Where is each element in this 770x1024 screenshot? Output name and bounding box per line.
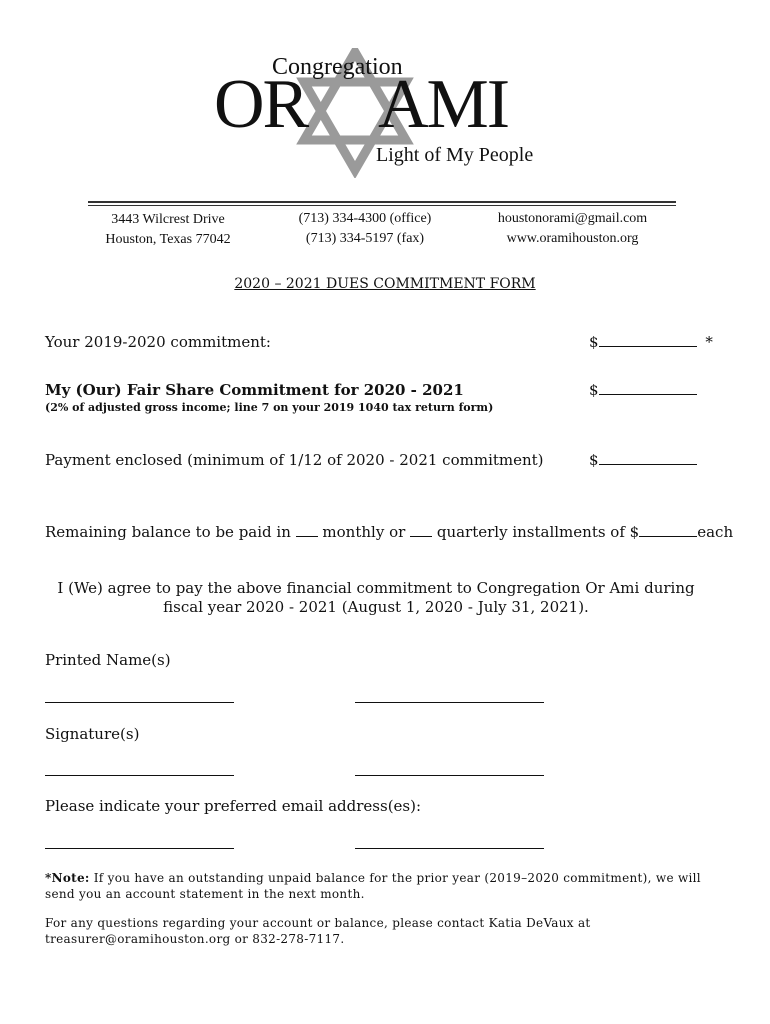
unpaid-balance-note — [45, 870, 717, 902]
header-divider — [88, 201, 676, 203]
phone-column — [280, 209, 450, 249]
prior-commitment-blank[interactable] — [599, 334, 697, 347]
logo-ami-text: AMI — [378, 66, 509, 143]
remaining-balance-line — [45, 523, 733, 541]
city-address: Houston, Texas 77042 — [105, 232, 231, 247]
prior-commitment-field[interactable] — [589, 333, 713, 351]
printed-name-label: Printed Name(s) — [45, 651, 171, 669]
signature-line-2[interactable] — [355, 775, 544, 776]
signature-label: Signature(s) — [45, 725, 140, 743]
remaining-text-1: Remaining balance to be paid in — [45, 523, 291, 541]
remaining-text-3: quarterly installments of $ — [436, 523, 640, 541]
fair-share-blank[interactable] — [599, 382, 697, 395]
email-line-1[interactable] — [45, 848, 234, 849]
dollar-sign: $ — [589, 381, 599, 399]
installment-amount-blank[interactable] — [639, 524, 697, 537]
logo-congregation-text: Congregation — [272, 54, 403, 80]
congregation-logo — [210, 48, 550, 178]
printed-name-line-1[interactable] — [45, 702, 234, 703]
note-label: *Note: — [45, 871, 90, 885]
dollar-sign: $ — [589, 333, 599, 351]
remaining-text-4: each — [697, 523, 734, 541]
note-text: If you have an outstanding unpaid balance for the prior year (2019–2020 commitment), we will send you an account statement in the next month. — [45, 871, 701, 901]
phone-office: (713) 334-4300 (office) — [298, 211, 432, 226]
street-address: 3443 Wilcrest Drive — [111, 212, 225, 227]
quarterly-count-blank[interactable] — [410, 524, 432, 537]
form-title: 2020 – 2021 DUES COMMITMENT FORM — [234, 276, 536, 292]
logo-or-text: OR — [214, 66, 308, 143]
logo-tagline: Light of My People — [376, 144, 534, 166]
signature-line-1[interactable] — [45, 775, 234, 776]
dollar-sign: $ — [589, 451, 599, 469]
contact-email: houstonorami@gmail.com — [497, 211, 648, 226]
email-line-2[interactable] — [355, 848, 544, 849]
printed-name-line-2[interactable] — [355, 702, 544, 703]
contact-column — [480, 209, 665, 249]
fair-share-note: (2% of adjusted gross income; line 7 on your 2019 1040 tax return form) — [45, 401, 494, 414]
contact-website: www.oramihouston.org — [506, 231, 639, 246]
payment-enclosed-label: Payment enclosed (minimum of 1/12 of 2020 - 2021 commitment) — [45, 451, 544, 469]
remaining-text-2: monthly or — [322, 523, 406, 541]
address-column — [88, 210, 248, 250]
asterisk-mark: * — [705, 333, 713, 351]
monthly-count-blank[interactable] — [296, 524, 318, 537]
fair-share-label: My (Our) Fair Share Commitment for 2020 - 2021 — [45, 381, 464, 399]
email-label: Please indicate your preferred email address(es): — [45, 797, 422, 815]
payment-enclosed-blank[interactable] — [599, 452, 697, 465]
payment-enclosed-field[interactable] — [589, 451, 697, 469]
agreement-statement: I (We) agree to pay the above financial commitment to Congregation Or Ami during fiscal year 2020 - 2021 (August 1, 2020 - July 31, 2021). — [57, 579, 695, 616]
contact-note: For any questions regarding your account or balance, please contact Katia DeVaux at treasurer@oramihouston.org or 832-278-7117. — [45, 916, 591, 946]
phone-fax: (713) 334-5197 (fax) — [305, 231, 425, 246]
fair-share-field[interactable] — [589, 381, 697, 399]
prior-commitment-label: Your 2019-2020 commitment: — [45, 333, 271, 351]
header-divider-thin — [88, 205, 676, 206]
